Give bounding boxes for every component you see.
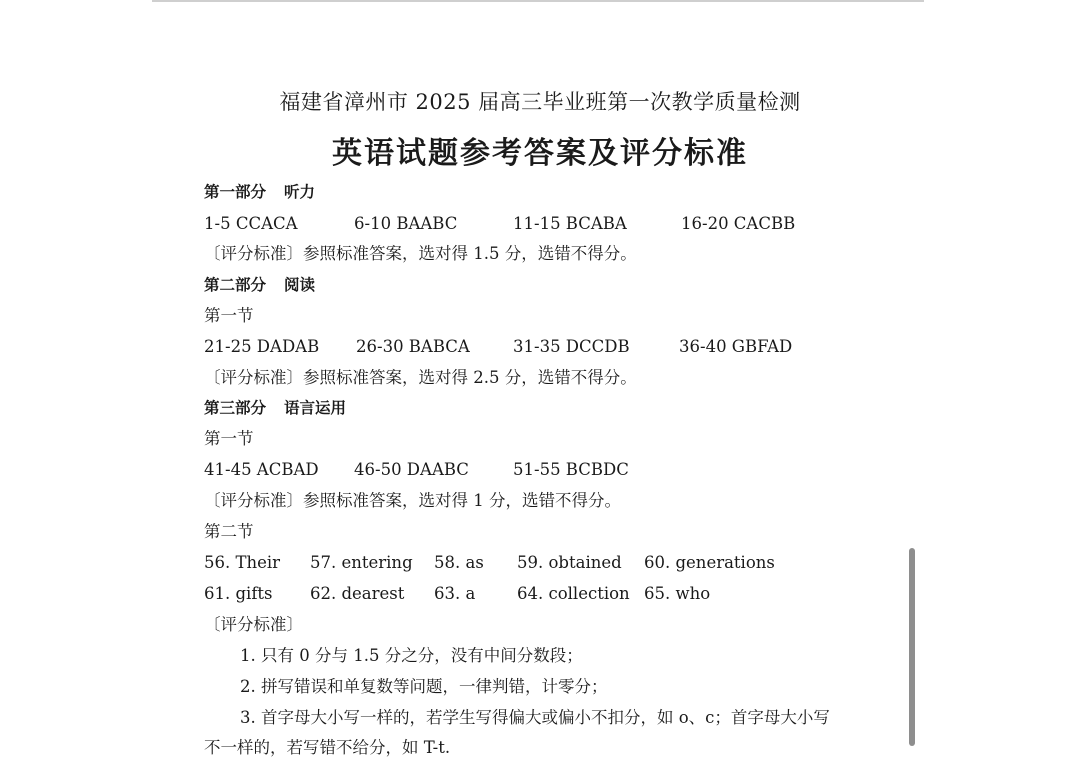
part3-heading-topic: 语言运用: [284, 399, 347, 417]
part1-heading: [204, 181, 315, 203]
part2-answer-1: 21-25 DADAB: [204, 337, 320, 356]
fill-answer-59: 59. obtained: [517, 553, 622, 572]
part3-section2-label: 第二节: [204, 522, 254, 541]
part1-answer-1: 1-5 CCACA: [204, 214, 298, 233]
fill-answer-61: 61. gifts: [204, 584, 273, 603]
part1-answer-3: 11-15 BCABA: [513, 214, 627, 233]
fill-answer-60: 60. generations: [644, 553, 775, 572]
fill-answer-64: 64. collection: [517, 584, 630, 603]
fill-answer-58: 58. as: [434, 553, 484, 572]
part3-heading-number: 第三部分: [204, 399, 267, 417]
part3-criteria: 〔评分标准〕参照标准答案，选对得 1 分，选错不得分。: [204, 491, 621, 510]
grading-rule-3: 3. 首字母大小写一样的，若学生写得偏大或偏小不扣分，如 o、c；首字母大小写: [240, 708, 830, 727]
fill-answer-56: 56. Their: [204, 553, 281, 572]
part3-criteria-label: 〔评分标准〕: [204, 615, 303, 634]
part2-answer-2: 26-30 BABCA: [356, 337, 470, 356]
fill-answer-57: 57. entering: [310, 553, 413, 572]
fill-answer-63: 63. a: [434, 584, 476, 603]
part2-answer-3: 31-35 DCCDB: [513, 337, 630, 356]
part1-answer-4: 16-20 CACBB: [681, 214, 796, 233]
part2-heading-topic: 阅读: [284, 276, 316, 294]
part3-section1-label: 第一节: [204, 429, 254, 448]
part1-heading-number: 第一部分: [204, 183, 267, 201]
part1-criteria: 〔评分标准〕参照标准答案，选对得 1.5 分，选错不得分。: [204, 244, 637, 263]
part2-answer-4: 36-40 GBFAD: [679, 337, 793, 356]
part3-heading: [204, 397, 346, 419]
fill-answer-62: 62. dearest: [310, 584, 405, 603]
part2-heading-number: 第二部分: [204, 276, 267, 294]
part2-section1-label: 第一节: [204, 306, 254, 325]
part2-heading: [204, 274, 315, 296]
grading-rule-1: 1. 只有 0 分与 1.5 分之分，没有中间分数段；: [240, 646, 583, 665]
part3-answer-2: 46-50 DAABC: [354, 460, 469, 479]
part2-criteria: 〔评分标准〕参照标准答案，选对得 2.5 分，选错不得分。: [204, 368, 637, 387]
grading-rule-3-continued: 不一样的，若写错不给分，如 T-t.: [204, 738, 451, 757]
vertical-scrollbar-thumb[interactable]: [909, 548, 915, 746]
part1-heading-topic: 听力: [284, 183, 316, 201]
grading-rule-2: 2. 拼写错误和单复数等问题，一律判错，计零分；: [240, 677, 608, 696]
part3-answer-3: 51-55 BCBDC: [513, 460, 629, 479]
document-title: 英语试题参考答案及评分标准: [332, 136, 748, 171]
part3-answer-1: 41-45 ACBAD: [204, 460, 319, 479]
part1-answer-2: 6-10 BAABC: [354, 214, 458, 233]
fill-answer-65: 65. who: [644, 584, 711, 603]
page-top-border: [152, 0, 924, 2]
document-subtitle: 福建省漳州市 2025 届高三毕业班第一次教学质量检测: [279, 90, 801, 114]
